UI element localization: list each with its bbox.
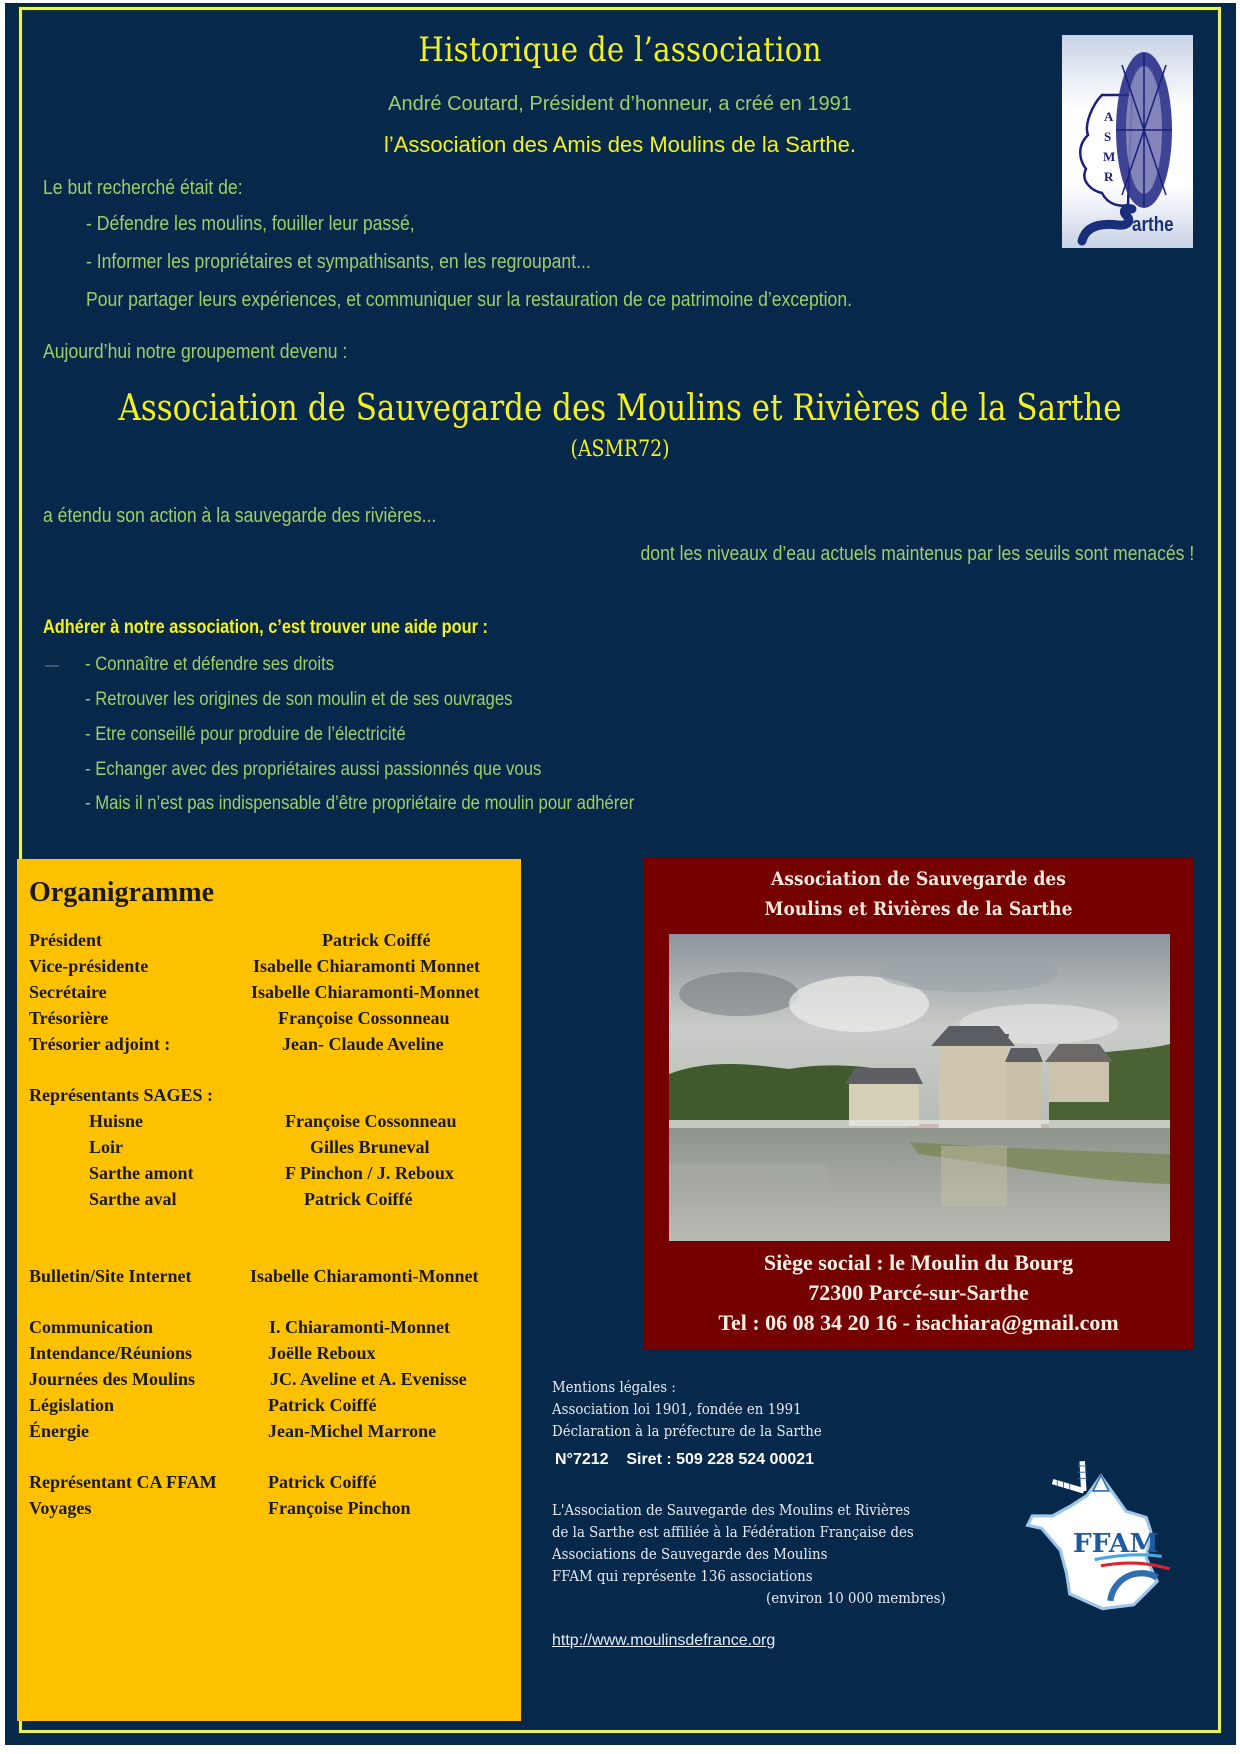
org-name: Jean- Claude Aveline	[282, 1034, 444, 1054]
org-role: Bulletin/Site Internet	[29, 1266, 192, 1286]
address-line2: 72300 Parcé-sur-Sarthe	[808, 1280, 1029, 1305]
sages-heading	[29, 1085, 519, 1111]
ffam-website-link[interactable]: http://www.moulinsdefrance.org	[552, 1632, 776, 1649]
org-role: Vice-présidente	[29, 956, 149, 976]
svg-text:arthe: arthe	[1132, 212, 1174, 236]
watermill-wheel-icon	[1062, 35, 1193, 248]
new-name-heading	[0, 388, 1240, 429]
header	[0, 30, 1240, 70]
org-row	[29, 1421, 519, 1447]
org-name: JC. Aveline et A. Evenisse	[270, 1369, 467, 1389]
asmr-logo	[1062, 35, 1193, 248]
org-role: Sarthe aval	[89, 1189, 177, 1209]
org-row	[29, 1395, 519, 1421]
organigramme-title: Organigramme	[29, 877, 215, 908]
today-intro: Aujourd’hui notre groupement devenu :	[43, 341, 348, 363]
org-row	[29, 982, 519, 1008]
goal-item: - Informer les propriétaires et sympathisants, en les regroupant...	[86, 251, 591, 273]
org-name: I. Chiaramonti-Monnet	[269, 1317, 450, 1337]
acronym-text: (ASMR72)	[570, 437, 670, 462]
members-count: (environ 10 000 membres)	[766, 1591, 946, 1607]
org-row	[29, 1008, 519, 1034]
org-name: Patrick Coiffé	[268, 1395, 377, 1415]
org-role: Journées des Moulins	[29, 1369, 196, 1389]
sages-heading-text: Représentants SAGES :	[29, 1085, 214, 1105]
mill-photo-image	[669, 934, 1170, 1241]
org-name: Joëlle Reboux	[268, 1343, 376, 1363]
page-title: Historique de l’association	[418, 30, 822, 70]
org-name: Patrick Coiffé	[304, 1189, 413, 1209]
org-role: Communication	[29, 1317, 154, 1337]
membership-item: - Etre conseillé pour produire de l’électricité	[85, 724, 406, 745]
extension-text: a étendu son action à la sauvegarde des rivières...	[43, 505, 437, 527]
org-name: F Pinchon / J. Reboux	[285, 1163, 454, 1183]
org-row	[29, 1472, 519, 1498]
org-role: Trésorière	[29, 1008, 109, 1028]
org-name: Jean-Michel Marrone	[268, 1421, 437, 1441]
association-name: Association de Sauvegarde des Moulins et Rivières de la Sarthe	[118, 388, 1122, 429]
affiliation-line: Associations de Sauvegarde des Moulins	[552, 1547, 828, 1563]
org-role: Loir	[89, 1137, 123, 1157]
svg-text:FFAM: FFAM	[1072, 1527, 1159, 1559]
org-role: Énergie	[29, 1421, 89, 1441]
org-name: Patrick Coiffé	[268, 1472, 377, 1492]
org-row	[29, 930, 519, 956]
stray-dash	[45, 665, 59, 667]
org-row	[29, 956, 519, 982]
org-row	[29, 1266, 519, 1292]
org-name: Françoise Pinchon	[268, 1498, 411, 1518]
org-name: Patrick Coiffé	[322, 930, 431, 950]
affiliation-line: de la Sarthe est affiliée à la Fédération Française des	[552, 1525, 914, 1541]
registration-number: N°7212 Siret : 509 228 524 00021	[555, 1451, 815, 1468]
legal-line: Déclaration à la préfecture de la Sarthe	[552, 1424, 822, 1440]
svg-text:M: M	[1103, 149, 1116, 164]
org-name: Gilles Bruneval	[310, 1137, 430, 1157]
contact-card-title-line2: Moulins et Rivières de la Sarthe	[764, 898, 1073, 920]
goal-item: Pour partager leurs expériences, et communiquer sur la restauration de ce patrimoine d’exception.	[86, 289, 853, 311]
org-role: Huisne	[89, 1111, 144, 1131]
founder-line: André Coutard, Président d’honneur, a créé en 1991	[388, 93, 852, 115]
org-role: Sarthe amont	[89, 1163, 194, 1183]
acronym	[0, 437, 1240, 462]
org-row	[29, 1498, 519, 1524]
contact-card-title-line1: Association de Sauvegarde des	[771, 868, 1066, 890]
org-name: Isabelle Chiaramonti-Monnet	[250, 1266, 479, 1286]
svg-text:S: S	[1104, 129, 1112, 144]
org-role: Représentant CA FFAM	[29, 1472, 217, 1492]
legal-line: Association loi 1901, fondée en 1991	[552, 1402, 802, 1418]
affiliation-line: FFAM qui représente 136 associations	[552, 1569, 813, 1585]
org-name: Isabelle Chiaramonti-Monnet	[251, 982, 480, 1002]
org-row	[29, 1163, 519, 1189]
contact-card	[643, 858, 1194, 1349]
affiliation-line: L'Association de Sauvegarde des Moulins et Rivières	[552, 1503, 911, 1519]
org-role: Législation	[29, 1395, 115, 1415]
goals-intro: Le but recherché était de:	[43, 177, 243, 199]
org-row	[29, 1369, 519, 1395]
membership-item: - Mais il n’est pas indispensable d’être propriétaire de moulin pour adhérer	[85, 793, 635, 814]
organigramme-box	[17, 859, 521, 1721]
phone-email: Tel : 06 08 34 20 16 - isachiara@gmail.com	[718, 1310, 1119, 1335]
svg-text:A: A	[1104, 109, 1114, 124]
france-map-windmill-icon	[1005, 1441, 1200, 1636]
svg-text:R: R	[1104, 169, 1114, 184]
goal-item: - Défendre les moulins, fouiller leur passé,	[86, 213, 415, 235]
mill-photo	[669, 934, 1170, 1241]
threat-text: dont les niveaux d’eau actuels maintenus par les seuils sont menacés !	[640, 543, 1194, 565]
org-role: Secrétaire	[29, 982, 107, 1002]
org-row	[29, 1189, 519, 1215]
org-role: Intendance/Réunions	[29, 1343, 193, 1363]
membership-item: - Retrouver les origines de son moulin et de ses ouvrages	[85, 689, 513, 710]
original-name: l’Association des Amis des Moulins de la Sarthe.	[383, 132, 856, 157]
address-line1: Siège social : le Moulin du Bourg	[763, 1250, 1074, 1275]
org-row	[29, 1137, 519, 1163]
org-row	[29, 1111, 519, 1137]
org-name: Françoise Cossonneau	[285, 1111, 457, 1131]
ffam-logo	[1005, 1441, 1200, 1636]
org-row	[29, 1034, 519, 1060]
org-name: Françoise Cossonneau	[278, 1008, 450, 1028]
org-name: Isabelle Chiaramonti Monnet	[253, 956, 480, 976]
org-role: Trésorier adjoint :	[29, 1034, 171, 1054]
org-row	[29, 1317, 519, 1343]
org-role: Voyages	[29, 1498, 92, 1518]
membership-item: - Connaître et défendre ses droits	[85, 654, 335, 675]
org-row	[29, 1343, 519, 1369]
membership-item: - Echanger avec des propriétaires aussi passionnés que vous	[85, 759, 542, 780]
legal-line: Mentions légales :	[552, 1380, 676, 1396]
membership-heading: Adhérer à notre association, c’est trouver une aide pour :	[43, 617, 488, 638]
org-role: Président	[29, 930, 102, 950]
